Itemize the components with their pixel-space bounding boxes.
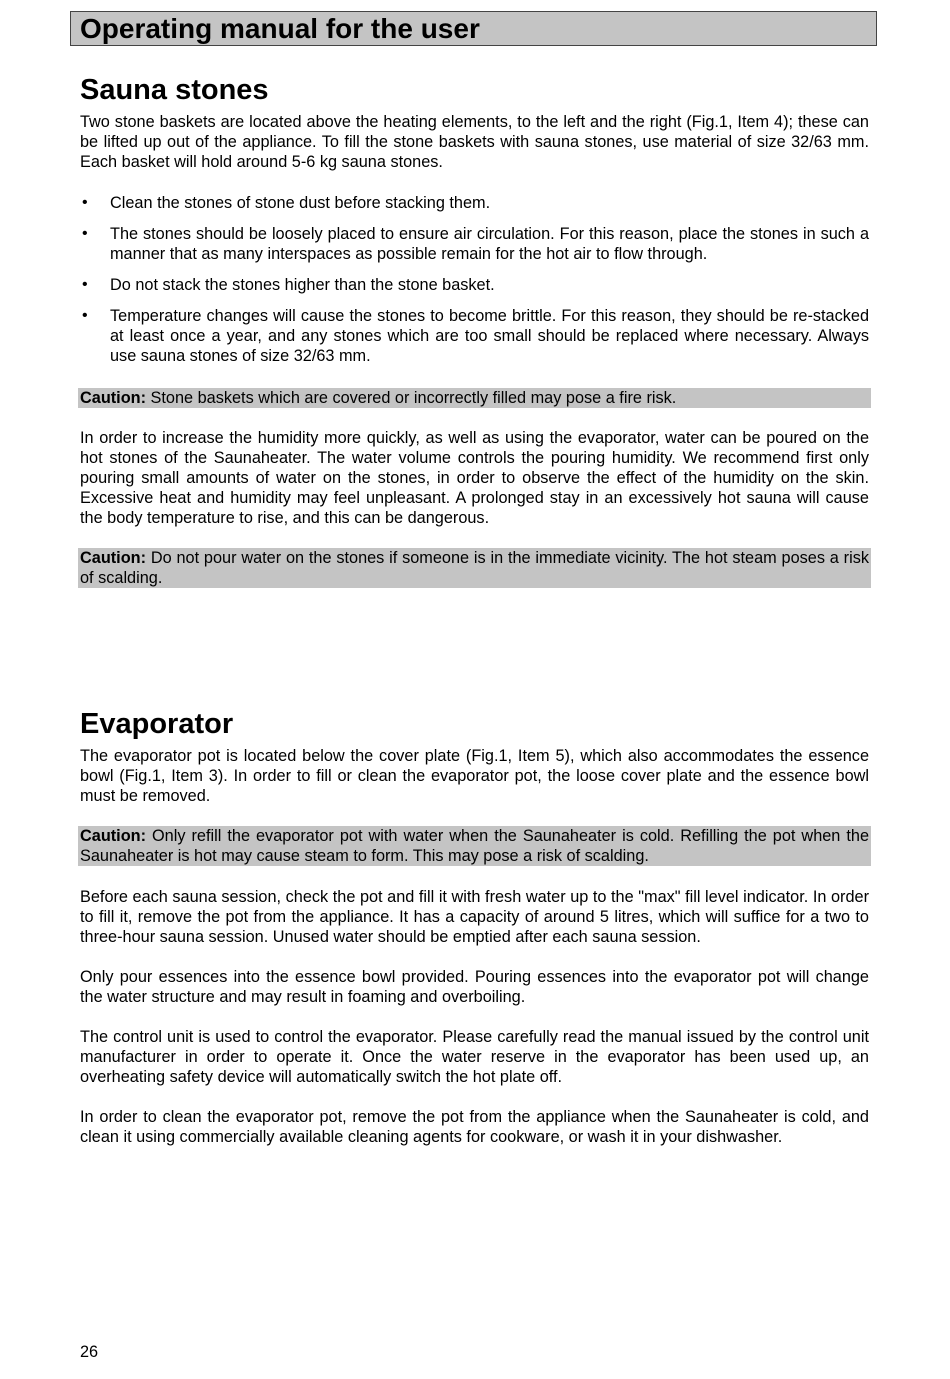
caution-label: Caution: xyxy=(80,549,147,567)
control-unit-paragraph: The control unit is used to control the evaporator. Please carefully read the manual issued by the control unit manufacturer in order to operate it. Once the water reserve in the evaporator has been used up, an overheating safety device will automatically switch the hot plate off. xyxy=(80,1028,869,1086)
caution-label: Caution: xyxy=(80,389,147,407)
sauna-stones-heading: Sauna stones xyxy=(80,74,269,106)
fill-paragraph: Before each sauna session, check the pot and fill it with fresh water up to the "max" fill level indicator. In order to fill it, remove the pot from the appliance. It has a capacity of around 5 litres, which will suffice for a two to three-hour sauna session. Unused water should be emptied after each sauna session. xyxy=(80,888,869,946)
bullet-icon: • xyxy=(82,307,88,324)
sauna-stones-intro: Two stone baskets are located above the heating elements, to the left and the right (Fig.1, Item 4); these can be lifted up out of the appliance. To fill the stone baskets with sauna stones, use material of size 32/63 mm. Each basket will hold around 5-6 kg sauna stones. xyxy=(80,113,869,171)
bullet-icon: • xyxy=(82,276,88,293)
caution-label: Caution: xyxy=(80,827,147,845)
caution-box-refill xyxy=(78,826,871,866)
bullet-text: Temperature changes will cause the stones to become brittle. For this reason, they should be re-stacked at least once a year, and any stones which are too small should be replaced where necessary. Always use sauna stones of size 32/63 mm. xyxy=(110,307,869,365)
page-number: 26 xyxy=(80,1343,99,1361)
bullet-text: The stones should be loosely placed to ensure air circulation. For this reason, place the stones in such a manner that as many interspaces as possible remain for the hot air to flow through. xyxy=(110,225,869,263)
sauna-stones-bullet-list xyxy=(80,193,869,366)
caution-text: Only refill the evaporator pot with water when the Saunaheater is cold. Refilling the pot when the Saunaheater is hot may cause steam to form. This may pose a risk of scalding. xyxy=(80,827,869,865)
caution-box-fire-risk xyxy=(78,388,871,408)
bullet-icon: • xyxy=(82,225,88,242)
bullet-item xyxy=(80,224,869,264)
bullet-item xyxy=(80,306,869,366)
page-title: Operating manual for the user xyxy=(80,13,480,44)
bullet-item xyxy=(80,193,869,213)
caution-text: Stone baskets which are covered or incorrectly filled may pose a fire risk. xyxy=(146,389,677,407)
bullet-item xyxy=(80,275,869,295)
evaporator-intro: The evaporator pot is located below the cover plate (Fig.1, Item 5), which also accommodates the essence bowl (Fig.1, Item 3). In order to fill or clean the evaporator pot, the loose cover plate and the essence bowl must be removed. xyxy=(80,747,869,805)
bullet-text: Clean the stones of stone dust before stacking them. xyxy=(110,194,491,212)
evaporator-heading: Evaporator xyxy=(80,708,234,740)
cleaning-paragraph: In order to clean the evaporator pot, remove the pot from the appliance when the Saunaheater is cold, and clean it using commercially available cleaning agents for cookware, or wash it in your dishwasher. xyxy=(80,1108,869,1146)
bullet-icon: • xyxy=(82,194,88,211)
section-header-bar xyxy=(70,11,877,46)
caution-box-scalding xyxy=(78,548,871,588)
essences-paragraph: Only pour essences into the essence bowl provided. Pouring essences into the evaporator pot will change the water structure and may result in foaming and overboiling. xyxy=(80,968,869,1006)
caution-text: Do not pour water on the stones if someone is in the immediate vicinity. The hot steam poses a risk of scalding. xyxy=(80,549,869,587)
humidity-paragraph: In order to increase the humidity more quickly, as well as using the evaporator, water can be poured on the hot stones of the Saunaheater. The water volume controls the pouring humidity. We recommend first only pouring small amounts of water on the stones, in order to observe the effect of the humidity on the skin. Excessive heat and humidity may feel unpleasant. A prolonged stay in an excessively hot sauna will cause the body temperature to rise, and this can be dangerous. xyxy=(80,429,869,527)
bullet-text: Do not stack the stones higher than the stone basket. xyxy=(110,276,495,294)
